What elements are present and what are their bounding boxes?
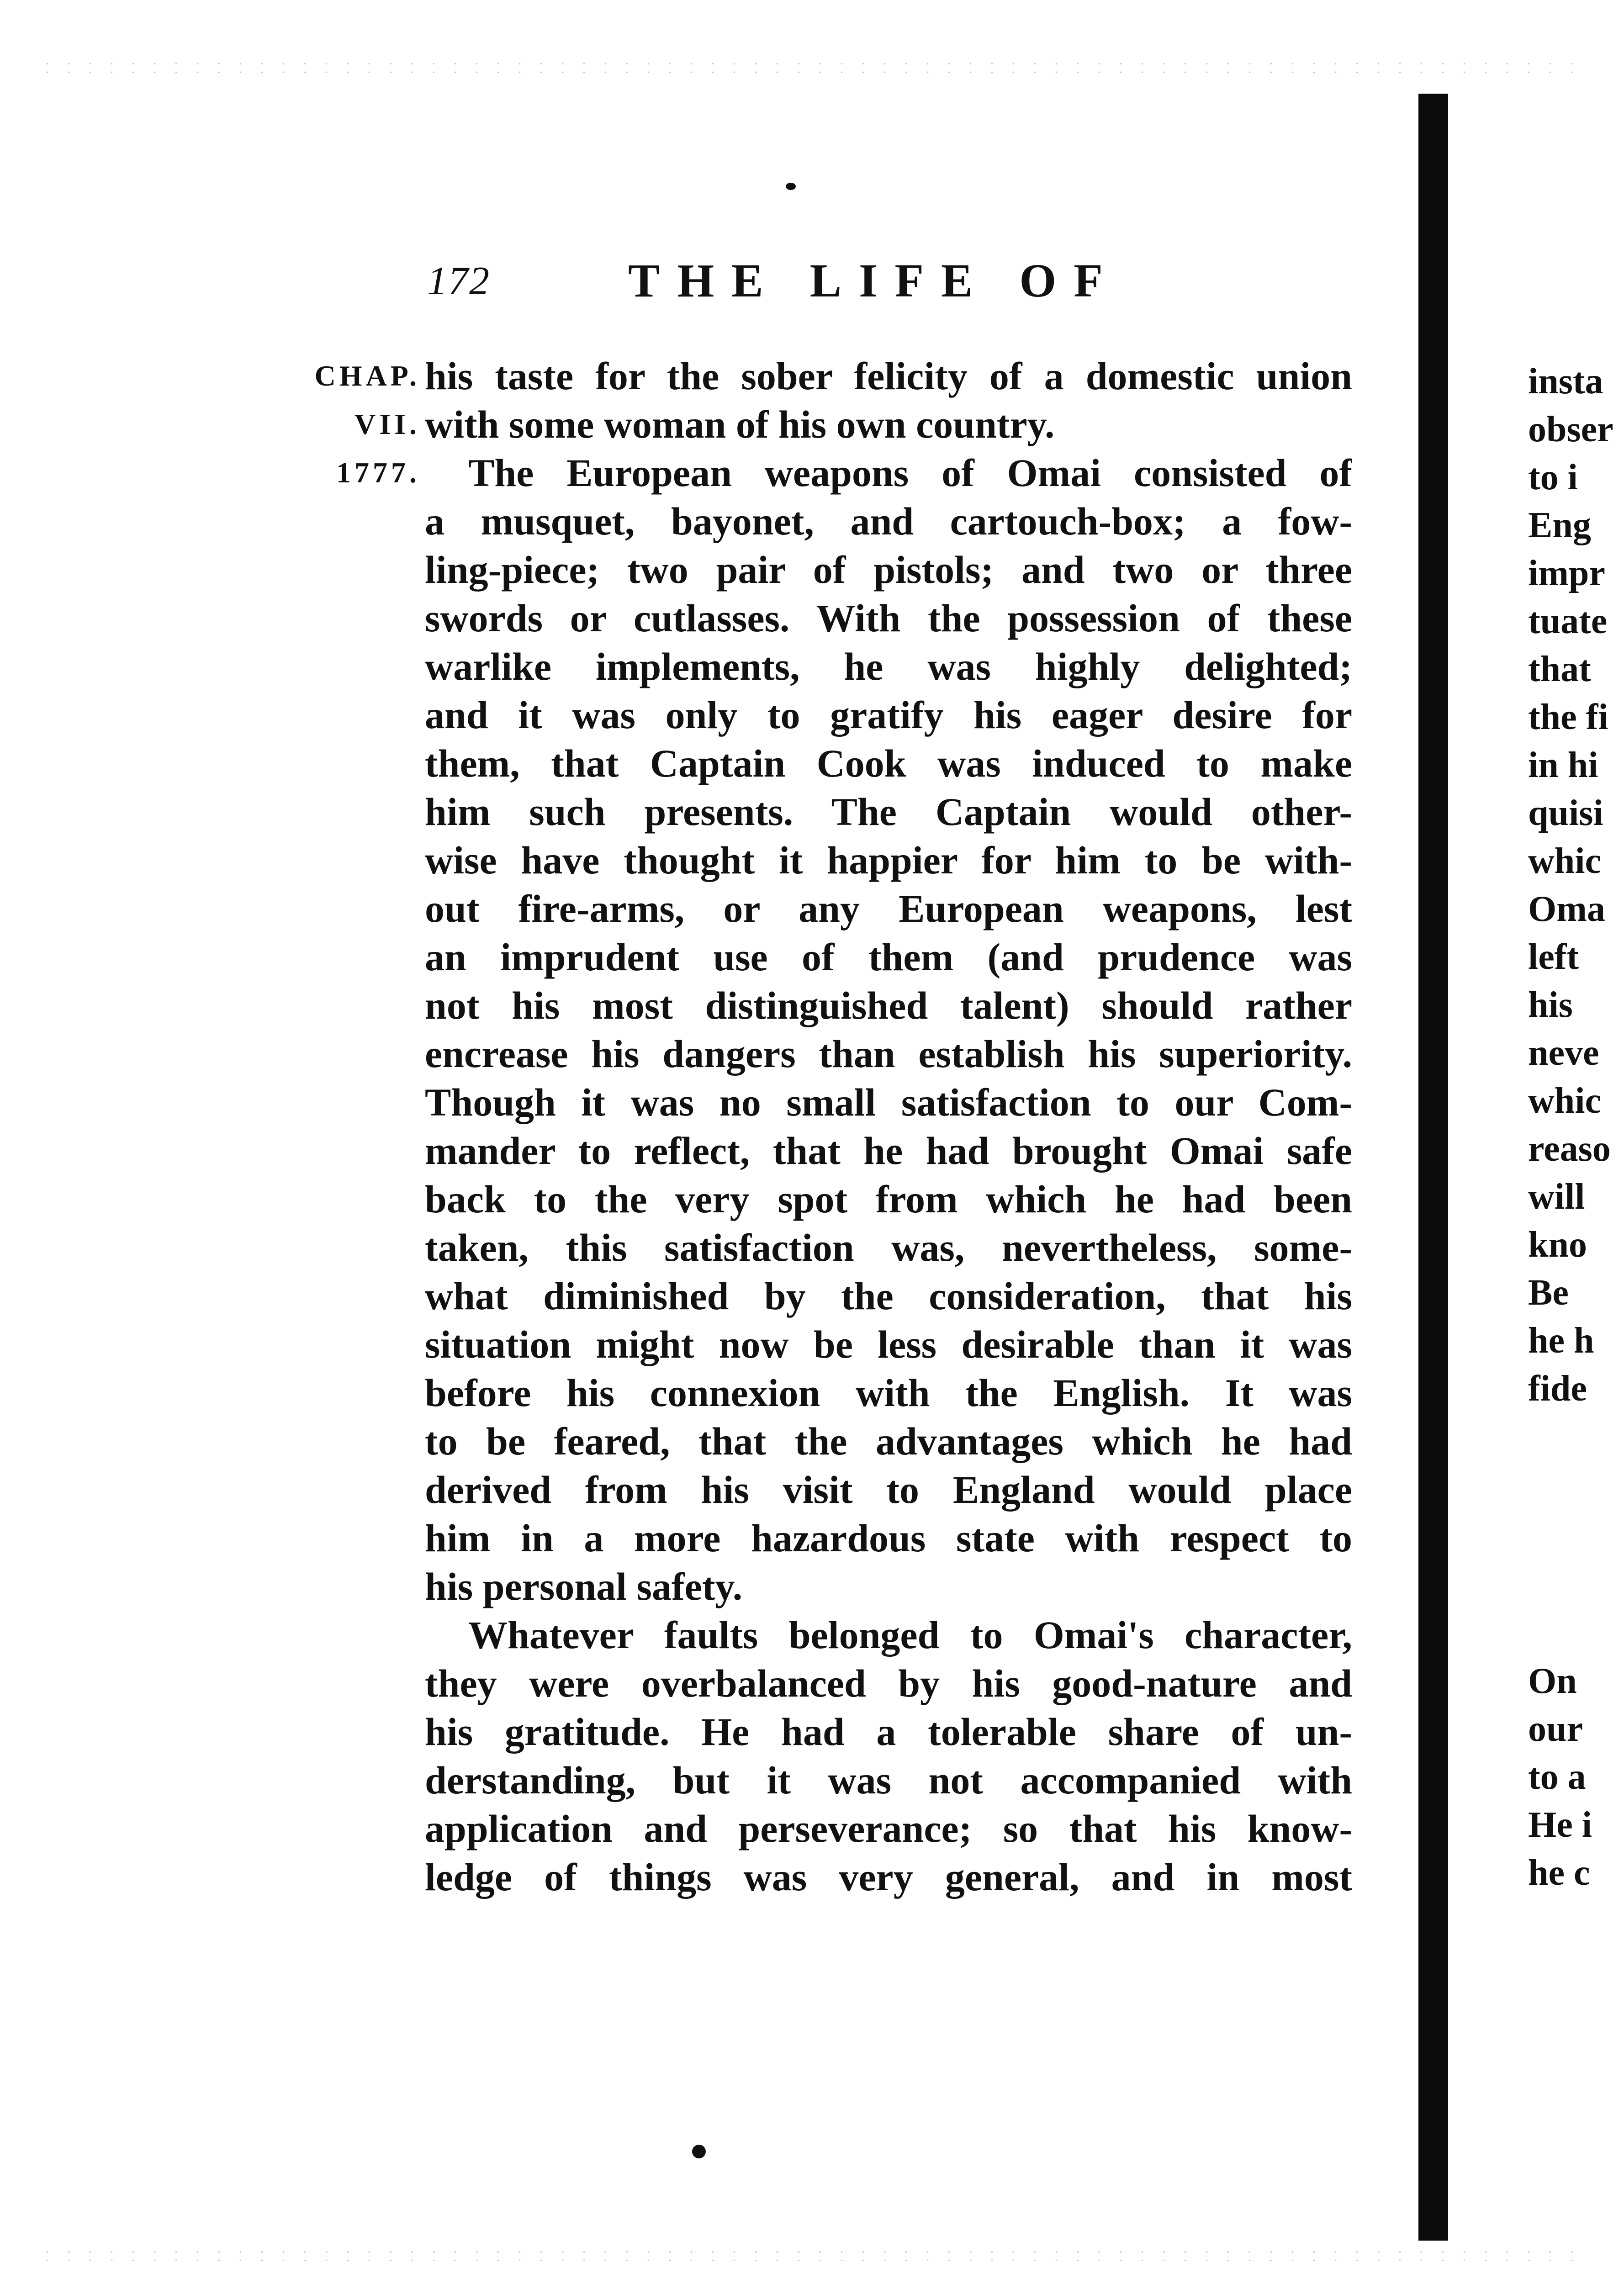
next-page-fragment: to i — [1528, 457, 1578, 497]
text-line: wise have thought it happier for him to be with- — [425, 838, 1352, 882]
ornament-dot — [786, 183, 796, 190]
next-page-fragment: obser — [1528, 409, 1613, 449]
text-line: back to the very spot from which he had been — [425, 1177, 1352, 1221]
text-line: with some woman of his own country. — [425, 402, 1055, 446]
next-page-fragment: whic — [1528, 841, 1601, 881]
next-page-fragment: our — [1528, 1709, 1583, 1749]
next-page-fragment: tuate — [1528, 601, 1608, 641]
text-line: taken, this satisfaction was, nevertheless, some- — [425, 1226, 1352, 1269]
text-line: ling-piece; two pair of pistols; and two or three — [425, 548, 1352, 592]
next-page-fragment: his — [1528, 985, 1573, 1025]
next-page-fragment: left — [1528, 937, 1579, 977]
margin-note-chapter: CHAP. — [314, 360, 420, 392]
text-line: Though it was no small satisfaction to our Com- — [425, 1080, 1352, 1124]
next-page-fragment: Be — [1528, 1273, 1569, 1313]
text-line: application and perseverance; so that his know- — [425, 1807, 1352, 1850]
next-page-fragment: insta — [1528, 361, 1603, 402]
next-page-fragment: He i — [1528, 1805, 1592, 1845]
next-page-fragment: will — [1528, 1177, 1585, 1217]
margin-notes — [256, 352, 420, 497]
text-line: derstanding, but it was not accompanied with — [425, 1758, 1352, 1802]
ink-blot — [692, 2145, 706, 2158]
next-page-fragment: Eng — [1528, 505, 1591, 545]
next-page-fragment: kno — [1528, 1225, 1587, 1265]
text-line: his personal safety. — [425, 1565, 743, 1608]
print-specks-bottom — [37, 2247, 1587, 2261]
next-page-fragment: to a — [1528, 1757, 1586, 1797]
text-line: Whatever faults belonged to Omai's character, — [468, 1613, 1352, 1657]
gutter-binding-shadow — [1418, 94, 1448, 2241]
text-line: his taste for the sober felicity of a domestic union — [425, 354, 1352, 398]
next-page-fragment: On — [1528, 1661, 1577, 1701]
body-text — [425, 352, 1352, 1901]
next-page-fragment: in hi — [1528, 745, 1598, 785]
margin-note-year: 1777. — [336, 456, 420, 489]
text-line: ledge of things was very general, and in most — [425, 1855, 1352, 1899]
text-line: to be feared, that the advantages which he had — [425, 1419, 1352, 1463]
next-page-fragment: neve — [1528, 1033, 1599, 1073]
text-line: him in a more hazardous state with respect to — [425, 1516, 1352, 1560]
next-page-fragment: Oma — [1528, 889, 1605, 929]
text-line: warlike implements, he was highly delighted; — [425, 645, 1352, 688]
text-line: mander to reflect, that he had brought Omai safe — [425, 1129, 1352, 1173]
next-page-fragment: he c — [1528, 1853, 1590, 1893]
running-head — [427, 254, 1231, 308]
text-line: derived from his visit to England would place — [425, 1468, 1352, 1512]
text-line: not his most distinguished talent) should rather — [425, 983, 1352, 1027]
text-line: a musquet, bayonet, and cartouch-box; a fow- — [425, 499, 1352, 543]
text-line: them, that Captain Cook was induced to make — [425, 741, 1352, 785]
margin-note-chapter-number: VII. — [354, 408, 420, 440]
next-page-edge — [1528, 0, 1624, 2284]
text-line: before his connexion with the English. It was — [425, 1371, 1352, 1415]
text-line: him such presents. The Captain would other- — [425, 790, 1352, 834]
book-title: THE LIFE OF — [628, 254, 1120, 307]
next-page-fragment: he h — [1528, 1321, 1594, 1361]
next-page-fragment: the fi — [1528, 697, 1608, 737]
next-page-fragment: reaso — [1528, 1129, 1611, 1169]
next-page-fragment: that — [1528, 649, 1591, 689]
next-page-fragment: fide — [1528, 1369, 1587, 1409]
next-page-fragment: quisi — [1528, 793, 1603, 833]
next-page-fragment: impr — [1528, 553, 1605, 593]
text-line: an imprudent use of them (and prudence was — [425, 935, 1352, 979]
text-line: out fire-arms, or any European weapons, lest — [425, 887, 1352, 931]
next-page-fragment: whic — [1528, 1081, 1601, 1121]
text-line: encrease his dangers than establish his superiority. — [425, 1032, 1352, 1076]
print-specks-top — [37, 59, 1587, 73]
text-line: situation might now be less desirable than it was — [425, 1322, 1352, 1366]
text-line: swords or cutlasses. With the possession of these — [425, 596, 1352, 640]
text-line: The European weapons of Omai consisted of — [468, 451, 1352, 495]
page-number: 172 — [427, 259, 490, 303]
text-line: and it was only to gratify his eager desire for — [425, 693, 1352, 737]
text-line: they were overbalanced by his good-nature and — [425, 1661, 1352, 1705]
text-line: his gratitude. He had a tolerable share of un- — [425, 1710, 1352, 1754]
text-line: what diminished by the consideration, that his — [425, 1274, 1352, 1318]
